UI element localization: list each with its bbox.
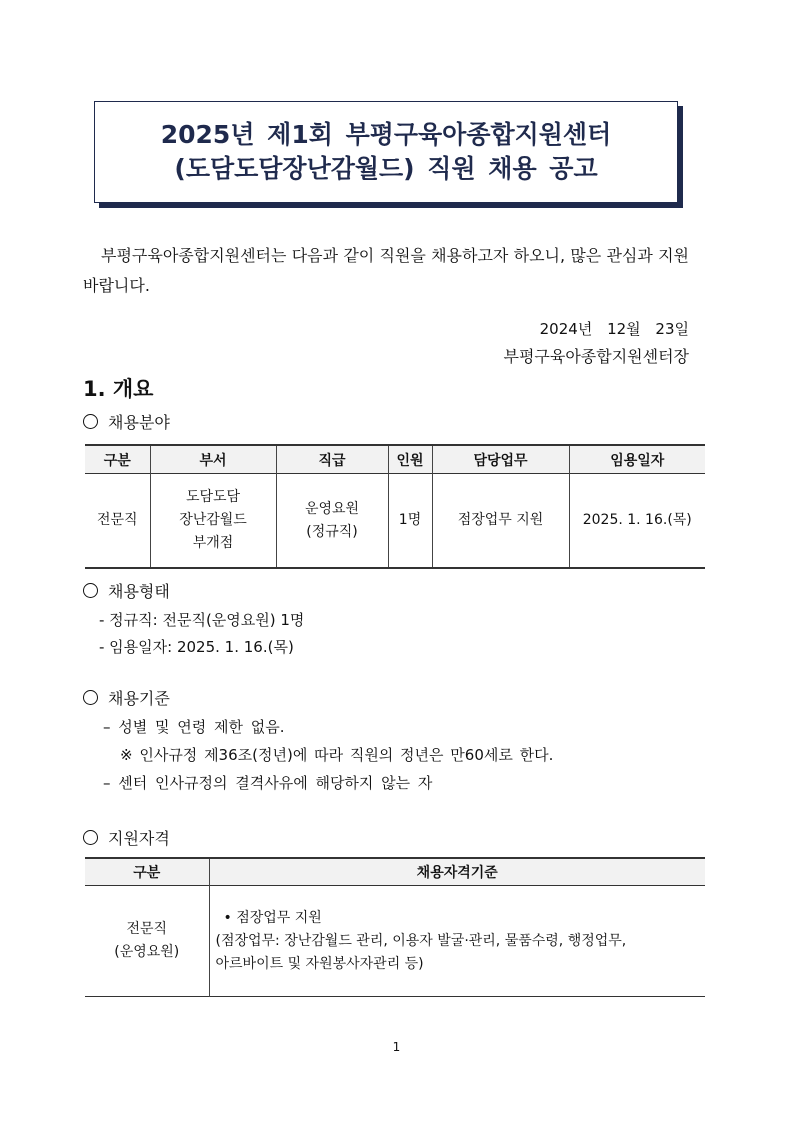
qualification-table [85,857,705,997]
cell-category [85,886,209,997]
cell-dept [150,474,276,569]
title-line-1: 2025년 제1회 부평구육아종합지원센터 [160,120,612,149]
dept-line: 장난감월드 [179,512,247,528]
table-header-row [85,445,705,474]
title-box [94,101,678,203]
col-header: 부서 [150,445,276,474]
criteria-note: ※ 인사규정 제36조(정년)에 따라 직원의 정년은 만60세로 한다. [120,746,554,764]
intro-paragraph: 부평구육아종합지원센터는 다음과 같이 직원을 채용하고자 하오니, 많은 관심과 지원바랍니다. [83,246,689,295]
section-heading: 1. 개요 [83,377,154,401]
title-line-2: (도담도담장난감월드) 직원 채용 공고 [174,154,598,183]
criteria-item: – 센터 인사규정의 결격사유에 해당하지 않는 자 [103,774,433,792]
criteria-detail-line: 아르바이트 및 자원봉사자관리 등) [215,955,424,972]
criteria-heading [83,686,170,709]
criteria-bullet: • 점장업무 지원 [223,909,322,926]
category-line: (운영요원) [114,944,180,960]
circle-bullet-icon [83,830,98,845]
cell-date: 2025. 1. 16.(목) [569,474,705,569]
table-row [85,886,705,997]
field-label: 채용분야 [108,413,170,432]
type-item: - 임용일자: 2025. 1. 16.(목) [99,638,294,656]
col-header: 임용일자 [569,445,705,474]
rank-line: 운영요원 [304,500,360,517]
qual-label: 지원자격 [108,829,170,848]
criteria-label: 채용기준 [108,689,170,708]
recruitment-table [85,444,705,569]
type-item: - 정규직: 전문직(운영요원) 1명 [99,611,305,629]
rank-line: (정규직) [306,523,358,540]
col-header: 담당업무 [432,445,569,474]
circle-bullet-icon [83,414,98,429]
cell-duty: 점장업무 지원 [432,474,569,569]
criteria-item: – 성별 및 연령 제한 없음. [103,718,285,736]
col-header: 채용자격기준 [209,858,705,886]
cell-rank [276,474,388,569]
announcement-date: 2024년 12월 23일 [539,320,689,338]
cell-criteria [209,886,705,997]
table-header-row [85,858,705,886]
type-heading [83,579,170,602]
field-heading [83,410,170,433]
criteria-detail-line: (점장업무: 장난감월드 관리, 이용자 발굴·관리, 물품수령, 행정업무, [215,932,627,949]
dept-line: 도담도담 [185,489,241,505]
cell-count: 1명 [388,474,432,569]
circle-bullet-icon [83,690,98,705]
col-header: 인원 [388,445,432,474]
signer: 부평구육아종합지원센터장 [503,347,689,366]
page-number: 1 [392,1040,401,1054]
col-header: 구분 [85,858,209,886]
cell-category: 전문직 [85,474,150,569]
table-row [85,474,705,569]
category-line: 전문직 [126,921,168,937]
circle-bullet-icon [83,583,98,598]
col-header: 구분 [85,445,150,474]
col-header: 직급 [276,445,388,474]
title-block [94,101,678,203]
dept-line: 부개점 [192,535,234,551]
qual-heading [83,826,170,849]
type-label: 채용형태 [108,582,170,601]
